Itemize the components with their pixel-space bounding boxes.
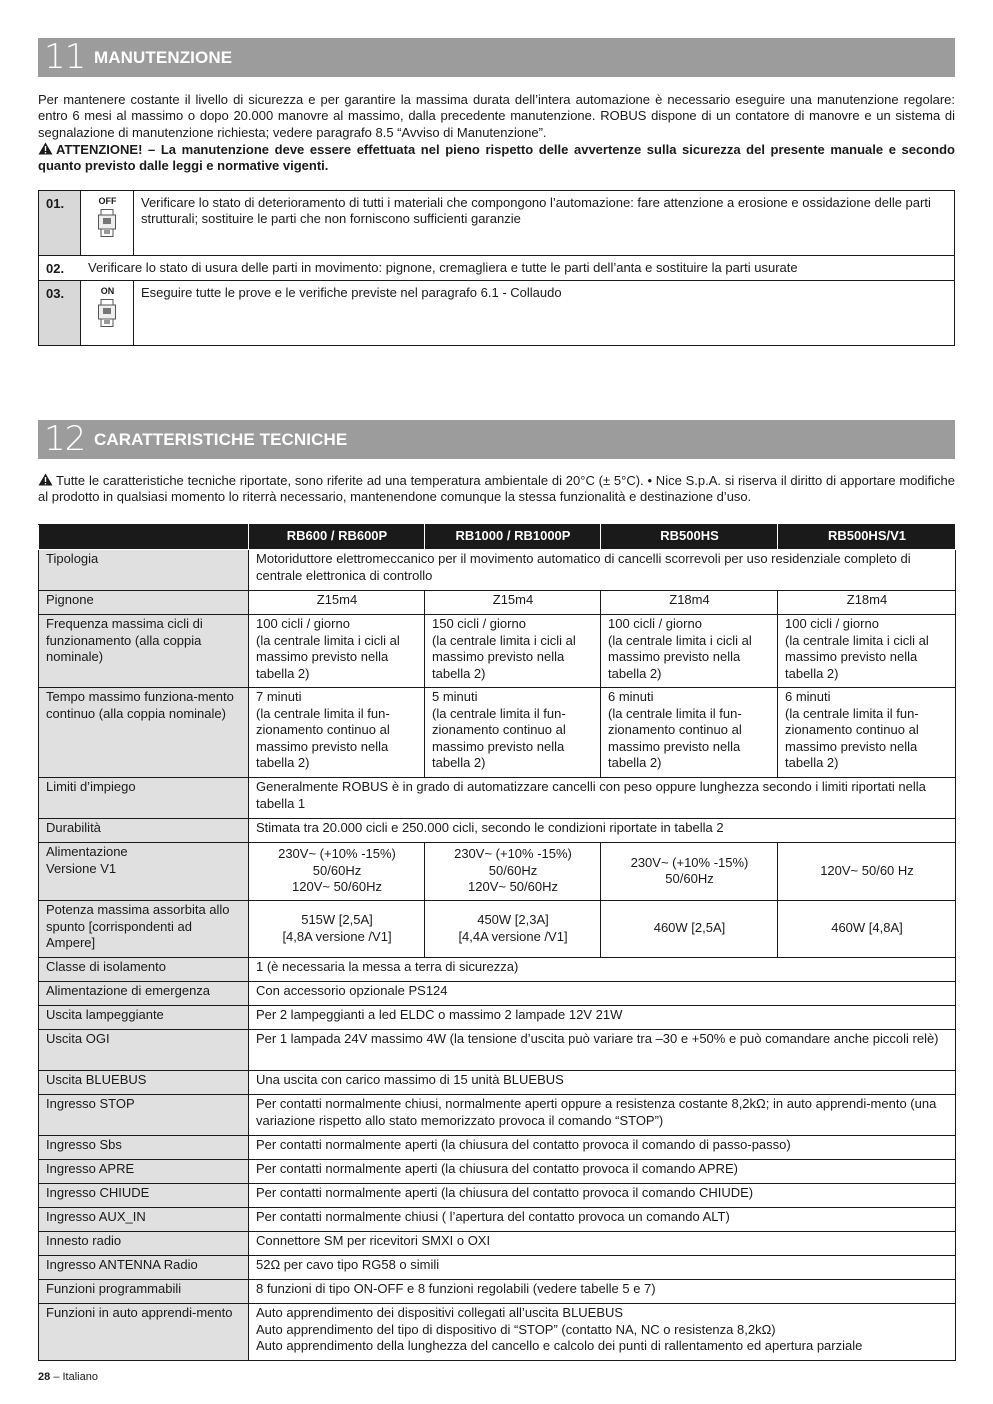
section-header-manutenzione (38, 38, 955, 77)
row-label: Innesto radio (39, 1232, 249, 1256)
cell-value: Z15m4 (249, 591, 425, 615)
table-row (39, 1136, 956, 1160)
section-number: 12 (44, 419, 86, 459)
cell-value: 100 cicli / giorno (la centrale limita i cicli al massimo previsto nella tabella 2) (601, 615, 778, 688)
row-value: Per contatti normalmente aperti (la chiusura del contatto provoca il comando CHIUDE) (249, 1184, 956, 1208)
maintenance-warning (38, 142, 955, 175)
maintenance-intro: Per mantenere costante il livello di sicurezza e per garantire la massima durata dell’intera automazione è necessario eseguire una manutenzione regolare: entro 6 mesi al massimo o dopo 20.000 manovre al massimo, dalla precedente manutenzione. ROBUS dispone di un contatore di manovre e un sistema di segnalazione di manutenzione richiesta; vedere paragrafo 8.5 “Avviso di Manutenzione”. (38, 92, 955, 140)
power-switch-off-icon (81, 191, 134, 255)
row-value: Per contatti normalmente chiusi, normalmente aperti oppure a resistenza costante 8,2kΩ; in auto apprendi-mento (una variazione rispetto allo stato memorizzato provoca il comando “STOP”) (249, 1095, 956, 1136)
section-number: 11 (44, 37, 86, 77)
row-label: Tipologia (39, 550, 249, 591)
table-row (39, 819, 956, 843)
row-label: Alimentazione Versione V1 (39, 843, 249, 901)
row-value: Connettore SM per ricevitori SMXI o OXI (249, 1232, 956, 1256)
row-label: Ingresso APRE (39, 1160, 249, 1184)
row-label: Ingresso CHIUDE (39, 1184, 249, 1208)
cell-value: 100 cicli / giorno (la centrale limita i cicli al massimo previsto nella tabella 2) (778, 615, 956, 688)
cell-value: Z15m4 (425, 591, 601, 615)
table-row (39, 688, 956, 778)
table-row (39, 901, 956, 958)
table-row (39, 1184, 956, 1208)
cell-value: 450W [2,3A] [4,4A versione /V1] (425, 901, 601, 958)
row-label: Potenza massima assorbita allo spunto [corrispondenti ad Ampere] (39, 901, 249, 958)
table-header-row (39, 525, 956, 550)
section-title: MANUTENZIONE (94, 47, 233, 67)
switch-label: ON (100, 286, 115, 296)
table-row (39, 1232, 956, 1256)
cell-value: 5 minuti (la centrale limita il fun-zionamento continuo al massimo previsto nella tabella 2) (425, 688, 601, 778)
row-value: Motoriduttore elettromeccanico per il movimento automatico di cancelli scorrevoli per uso residenziale completo di centrale elettronica di controllo (249, 550, 956, 591)
row-label: Uscita BLUEBUS (39, 1071, 249, 1095)
cell-value: 120V~ 50/60 Hz (778, 843, 956, 901)
row-label: Classe di isolamento (39, 958, 249, 982)
table-row (39, 843, 956, 901)
warning-icon (38, 142, 53, 155)
cell-value: Z18m4 (601, 591, 778, 615)
technical-specs-table (38, 524, 956, 1361)
table-row (39, 1006, 956, 1030)
table-row (39, 778, 956, 819)
row-value: Stimata tra 20.000 cicli e 250.000 cicli, secondo le condizioni riportate in tabella 2 (249, 819, 956, 843)
table-row (39, 550, 956, 591)
column-header: RB500HS/V1 (778, 525, 956, 550)
row-value: 52Ω per cavo tipo RG58 o simili (249, 1256, 956, 1280)
page-number: 28 (38, 1371, 51, 1383)
row-value: Per 2 lampeggianti a led ELDC o massimo 2 lampade 12V 21W (249, 1006, 956, 1030)
power-switch-on-icon (81, 281, 134, 345)
page-footer (38, 1371, 98, 1383)
cell-value: 230V~ (+10% -15%) 50/60Hz 120V~ 50/60Hz (249, 843, 425, 901)
row-value: Per contatti normalmente aperti (la chiusura del contatto provoca il comando APRE) (249, 1160, 956, 1184)
row-label: Uscita OGI (39, 1030, 249, 1071)
cell-value: Z18m4 (778, 591, 956, 615)
row-label: Tempo massimo funziona-mento continuo (alla coppia nominale) (39, 688, 249, 778)
note-text: Tutte le caratteristiche tecniche riportate, sono riferite ad una temperatura ambientale di 20°C (± 5°C). • Nice S.p.A. si riserva il diritto di apportare modifiche al prodotto in qualsiasi momento lo riterrà necessario, mantenendone comunque la stessa funzionalità e destinazione d’uso. (38, 473, 955, 505)
step-number: 03. (39, 281, 81, 345)
cell-value: 230V~ (+10% -15%) 50/60Hz (601, 843, 778, 901)
column-header: RB600 / RB600P (249, 525, 425, 550)
row-value: Generalmente ROBUS è in grado di automatizzare cancelli con peso oppure lunghezza secondo i limiti riportati nella tabella 1 (249, 778, 956, 819)
row-label: Ingresso STOP (39, 1095, 249, 1136)
row-value: Auto apprendimento dei dispositivi collegati all’uscita BLUEBUS Auto apprendimento del tipo di dispositivo di “STOP” (contatto NA, NC o resistenza 8,2kΩ) Auto apprendimento della lunghezza del cancello e calcolo dei punti di rallentamento ed apertura parziale (249, 1304, 956, 1361)
row-value: Con accessorio opzionale PS124 (249, 982, 956, 1006)
maintenance-table (38, 190, 955, 346)
table-row (39, 982, 956, 1006)
table-row (39, 1256, 956, 1280)
section-title: CARATTERISTICHE TECNICHE (94, 429, 348, 449)
cell-value: 460W [2,5A] (601, 901, 778, 958)
row-label: Limiti d’impiego (39, 778, 249, 819)
cell-value: 460W [4,8A] (778, 901, 956, 958)
step-number: 02. (46, 261, 65, 276)
table-row (39, 591, 956, 615)
column-header: RB500HS (601, 525, 778, 550)
warning-text: ATTENZIONE! – La manutenzione deve essere effettuata nel pieno rispetto delle avvertenze sulla sicurezza del presente manuale e secondo quanto previsto dalle leggi e normative vigenti. (38, 142, 955, 174)
maintenance-step (39, 256, 954, 281)
row-value: Per 1 lampada 24V massimo 4W (la tensione d’uscita può variare tra –30 e +50% e può comandare anche piccoli relè) (249, 1030, 956, 1071)
row-value: 1 (è necessaria la messa a terra di sicurezza) (249, 958, 956, 982)
row-label: Ingresso AUX_IN (39, 1208, 249, 1232)
switch-label: OFF (98, 196, 117, 206)
row-label: Ingresso ANTENNA Radio (39, 1256, 249, 1280)
cell-value: 6 minuti (la centrale limita il fun-zionamento continuo al massimo previsto nella tabella 2) (778, 688, 956, 778)
step-text: Eseguire tutte le prove e le verifiche previste nel paragrafo 6.1 - Collaudo (141, 285, 562, 300)
maintenance-step (39, 281, 954, 345)
row-value: Per contatti normalmente aperti (la chiusura del contatto provoca il comando di passo-passo) (249, 1136, 956, 1160)
row-label: Funzioni programmabili (39, 1280, 249, 1304)
step-text: Verificare lo stato di usura delle parti in movimento: pignone, cremagliera e tutte le parti dell’anta e sostituire la parti usurate (88, 260, 798, 275)
table-row (39, 1071, 956, 1095)
header-corner (39, 525, 249, 550)
cell-value: 515W [2,5A] [4,8A versione /V1] (249, 901, 425, 958)
row-label: Frequenza massima cicli di funzionamento (alla coppia nominale) (39, 615, 249, 688)
table-row (39, 1280, 956, 1304)
step-text: Verificare lo stato di deterioramento di tutti i materiali che compongono l’automazione: fare attenzione a erosione e ossidazione delle parti strutturali; sostituire le parti che non forniscono sufficienti garanzie (141, 195, 931, 226)
column-header: RB1000 / RB1000P (425, 525, 601, 550)
step-number: 01. (39, 191, 81, 255)
table-row (39, 1304, 956, 1361)
row-label: Durabilità (39, 819, 249, 843)
table-row (39, 958, 956, 982)
row-label: Ingresso Sbs (39, 1136, 249, 1160)
row-label: Uscita lampeggiante (39, 1006, 249, 1030)
table-row (39, 1208, 956, 1232)
cell-value: 150 cicli / giorno (la centrale limita i cicli al massimo previsto nella tabella 2) (425, 615, 601, 688)
row-value: Una uscita con carico massimo di 15 unità BLUEBUS (249, 1071, 956, 1095)
table-row (39, 1095, 956, 1136)
maintenance-step (39, 191, 954, 256)
section-header-caratteristiche (38, 420, 955, 459)
cell-value: 230V~ (+10% -15%) 50/60Hz 120V~ 50/60Hz (425, 843, 601, 901)
cell-value: 7 minuti (la centrale limita il fun-zionamento continuo al massimo previsto nella tabella 2) (249, 688, 425, 778)
table-row (39, 1030, 956, 1071)
cell-value: 6 minuti (la centrale limita il fun-zionamento continuo al massimo previsto nella tabella 2) (601, 688, 778, 778)
footer-language: – Italiano (53, 1371, 98, 1383)
table-row (39, 615, 956, 688)
table-row (39, 1160, 956, 1184)
cell-value: 100 cicli / giorno (la centrale limita i cicli al massimo previsto nella tabella 2) (249, 615, 425, 688)
row-label: Funzioni in auto apprendi-mento (39, 1304, 249, 1361)
row-value: Per contatti normalmente chiusi ( l’apertura del contatto provoca un comando ALT) (249, 1208, 956, 1232)
row-label: Alimentazione di emergenza (39, 982, 249, 1006)
technical-note (38, 473, 955, 506)
warning-icon (38, 473, 53, 486)
row-label: Pignone (39, 591, 249, 615)
row-value: 8 funzioni di tipo ON-OFF e 8 funzioni regolabili (vedere tabelle 5 e 7) (249, 1280, 956, 1304)
